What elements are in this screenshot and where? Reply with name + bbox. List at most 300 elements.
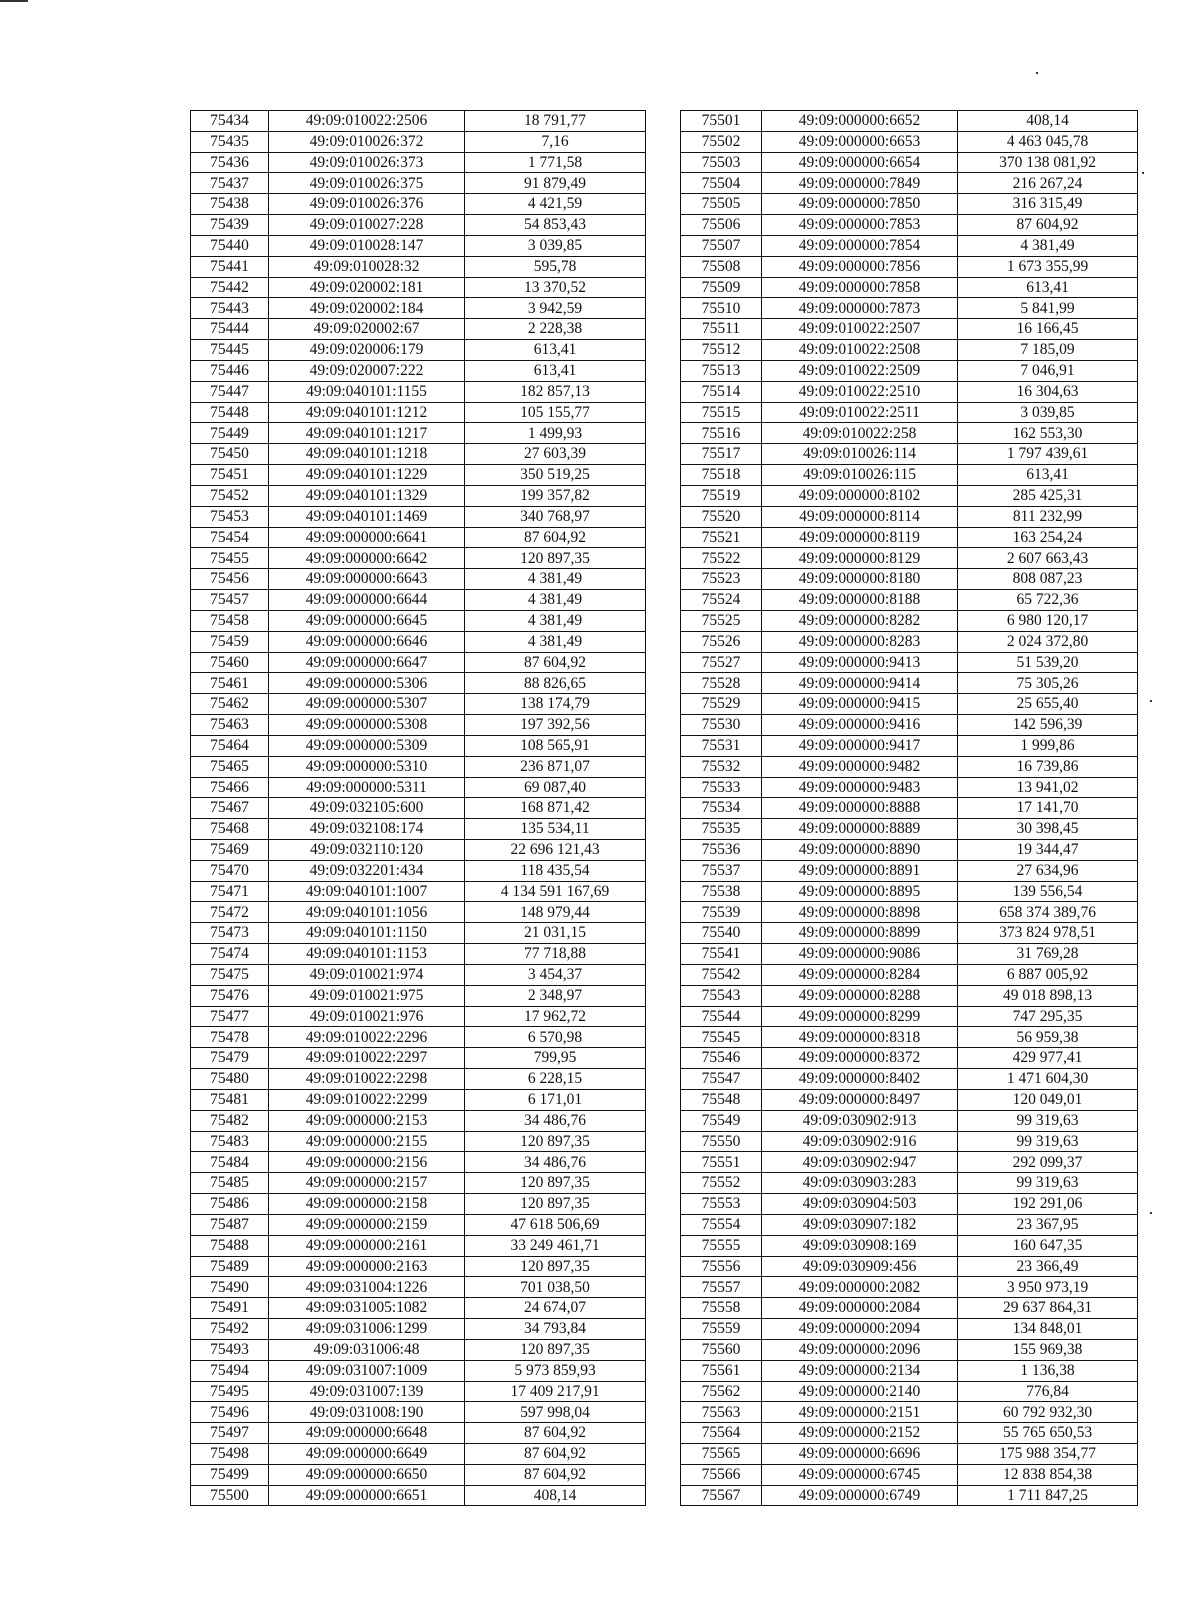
- row-number-cell: 75505: [681, 194, 762, 215]
- amount-cell: 747 295,35: [958, 1006, 1138, 1027]
- row-number-cell: 75508: [681, 256, 762, 277]
- row-number-cell: 75549: [681, 1110, 762, 1131]
- row-number-cell: 75469: [191, 839, 269, 860]
- cadastral-number-cell: 49:09:000000:9086: [762, 944, 958, 965]
- cadastral-number-cell: 49:09:000000:8895: [762, 881, 958, 902]
- amount-cell: 1 673 355,99: [958, 256, 1138, 277]
- cadastral-number-cell: 49:09:000000:2159: [269, 1214, 465, 1235]
- amount-cell: 55 765 650,53: [958, 1423, 1138, 1444]
- table-row: [191, 902, 646, 923]
- cadastral-number-cell: 49:09:010022:2508: [762, 340, 958, 361]
- table-row: [191, 1402, 646, 1423]
- row-number-cell: 75506: [681, 215, 762, 236]
- row-number-cell: 75459: [191, 631, 269, 652]
- amount-cell: 23 367,95: [958, 1214, 1138, 1235]
- amount-cell: 87 604,92: [465, 652, 646, 673]
- row-number-cell: 75475: [191, 964, 269, 985]
- row-number-cell: 75530: [681, 715, 762, 736]
- table-row: [191, 1464, 646, 1485]
- cadastral-number-cell: 49:09:000000:2157: [269, 1173, 465, 1194]
- table-row: [191, 1235, 646, 1256]
- cadastral-number-cell: 49:09:000000:9483: [762, 777, 958, 798]
- table-row: [191, 1339, 646, 1360]
- amount-cell: 1 471 604,30: [958, 1069, 1138, 1090]
- row-number-cell: 75484: [191, 1152, 269, 1173]
- row-number-cell: 75534: [681, 798, 762, 819]
- amount-cell: 168 871,42: [465, 798, 646, 819]
- cadastral-number-cell: 49:09:000000:6648: [269, 1423, 465, 1444]
- row-number-cell: 75526: [681, 631, 762, 652]
- row-number-cell: 75523: [681, 569, 762, 590]
- cadastral-number-cell: 49:09:030909:456: [762, 1256, 958, 1277]
- amount-cell: 182 857,13: [465, 381, 646, 402]
- row-number-cell: 75456: [191, 569, 269, 590]
- row-number-cell: 75486: [191, 1194, 269, 1215]
- cadastral-number-cell: 49:09:010022:2511: [762, 402, 958, 423]
- cadastral-number-cell: 49:09:000000:8318: [762, 1027, 958, 1048]
- row-number-cell: 75543: [681, 985, 762, 1006]
- table-row: [681, 652, 1138, 673]
- cadastral-number-cell: 49:09:000000:6641: [269, 527, 465, 548]
- amount-cell: 7,16: [465, 131, 646, 152]
- amount-cell: 1 999,86: [958, 735, 1138, 756]
- table-row: [191, 465, 646, 486]
- amount-cell: 7 046,91: [958, 360, 1138, 381]
- amount-cell: 350 519,25: [465, 465, 646, 486]
- table-row: [191, 1173, 646, 1194]
- amount-cell: 34 486,76: [465, 1110, 646, 1131]
- row-number-cell: 75562: [681, 1381, 762, 1402]
- amount-cell: 139 556,54: [958, 881, 1138, 902]
- cadastral-number-cell: 49:09:000000:5309: [269, 735, 465, 756]
- amount-cell: 120 897,35: [465, 1131, 646, 1152]
- row-number-cell: 75529: [681, 694, 762, 715]
- row-number-cell: 75519: [681, 485, 762, 506]
- table-row: [681, 340, 1138, 361]
- cadastral-number-cell: 49:09:040101:1218: [269, 444, 465, 465]
- amount-cell: 13 370,52: [465, 277, 646, 298]
- row-number-cell: 75511: [681, 319, 762, 340]
- row-number-cell: 75450: [191, 444, 269, 465]
- amount-cell: 197 392,56: [465, 715, 646, 736]
- row-number-cell: 75481: [191, 1089, 269, 1110]
- amount-cell: 701 038,50: [465, 1277, 646, 1298]
- amount-cell: 370 138 081,92: [958, 152, 1138, 173]
- row-number-cell: 75488: [191, 1235, 269, 1256]
- cadastral-number-cell: 49:09:000000:5311: [269, 777, 465, 798]
- table-row: [681, 194, 1138, 215]
- table-row: [681, 798, 1138, 819]
- table-row: [681, 944, 1138, 965]
- cadastral-number-cell: 49:09:000000:8497: [762, 1089, 958, 1110]
- amount-cell: 5 841,99: [958, 298, 1138, 319]
- row-number-cell: 75542: [681, 964, 762, 985]
- table-row: [191, 1485, 646, 1506]
- row-number-cell: 75564: [681, 1423, 762, 1444]
- amount-cell: 77 718,88: [465, 944, 646, 965]
- amount-cell: 13 941,02: [958, 777, 1138, 798]
- amount-cell: 1 499,93: [465, 423, 646, 444]
- row-number-cell: 75443: [191, 298, 269, 319]
- row-number-cell: 75557: [681, 1277, 762, 1298]
- amount-cell: 120 897,35: [465, 548, 646, 569]
- table-row: [191, 1027, 646, 1048]
- amount-cell: 4 463 045,78: [958, 131, 1138, 152]
- table-row: [191, 1152, 646, 1173]
- row-number-cell: 75527: [681, 652, 762, 673]
- amount-cell: 138 174,79: [465, 694, 646, 715]
- amount-cell: 134 848,01: [958, 1319, 1138, 1340]
- amount-cell: 6 171,01: [465, 1089, 646, 1110]
- row-number-cell: 75566: [681, 1464, 762, 1485]
- amount-cell: 2 024 372,80: [958, 631, 1138, 652]
- amount-cell: 69 087,40: [465, 777, 646, 798]
- row-number-cell: 75472: [191, 902, 269, 923]
- cadastral-number-cell: 49:09:010022:2297: [269, 1048, 465, 1069]
- cadastral-number-cell: 49:09:000000:6650: [269, 1464, 465, 1485]
- cadastral-number-cell: 49:09:000000:8899: [762, 923, 958, 944]
- amount-cell: 811 232,99: [958, 506, 1138, 527]
- scan-speck: [1150, 700, 1152, 702]
- row-number-cell: 75444: [191, 319, 269, 340]
- amount-cell: 120 897,35: [465, 1339, 646, 1360]
- row-number-cell: 75517: [681, 444, 762, 465]
- row-number-cell: 75434: [191, 111, 269, 132]
- amount-cell: 4 381,49: [465, 569, 646, 590]
- cadastral-number-cell: 49:09:040101:1329: [269, 485, 465, 506]
- row-number-cell: 75435: [191, 131, 269, 152]
- table-row: [191, 694, 646, 715]
- amount-cell: 120 897,35: [465, 1173, 646, 1194]
- table-row: [191, 923, 646, 944]
- table-row: [681, 277, 1138, 298]
- row-number-cell: 75509: [681, 277, 762, 298]
- table-row: [191, 652, 646, 673]
- amount-cell: 285 425,31: [958, 485, 1138, 506]
- amount-cell: 88 826,65: [465, 673, 646, 694]
- row-number-cell: 75512: [681, 340, 762, 361]
- amount-cell: 105 155,77: [465, 402, 646, 423]
- amount-cell: 27 634,96: [958, 860, 1138, 881]
- amount-cell: 292 099,37: [958, 1152, 1138, 1173]
- amount-cell: 99 319,63: [958, 1173, 1138, 1194]
- table-row: [191, 256, 646, 277]
- cadastral-number-cell: 49:09:040101:1150: [269, 923, 465, 944]
- table-row: [681, 1464, 1138, 1485]
- cadastral-number-cell: 49:09:000000:8119: [762, 527, 958, 548]
- row-number-cell: 75441: [191, 256, 269, 277]
- row-number-cell: 75483: [191, 1131, 269, 1152]
- cadastral-number-cell: 49:09:000000:8891: [762, 860, 958, 881]
- cadastral-number-cell: 49:09:000000:8288: [762, 985, 958, 1006]
- cadastral-number-cell: 49:09:000000:8129: [762, 548, 958, 569]
- row-number-cell: 75533: [681, 777, 762, 798]
- amount-cell: 4 381,49: [465, 631, 646, 652]
- amount-cell: 6 228,15: [465, 1069, 646, 1090]
- amount-cell: 2 228,38: [465, 319, 646, 340]
- row-number-cell: 75455: [191, 548, 269, 569]
- amount-cell: 340 768,97: [465, 506, 646, 527]
- amount-cell: 56 959,38: [958, 1027, 1138, 1048]
- table-row: [191, 194, 646, 215]
- cadastral-number-cell: 49:09:020007:222: [269, 360, 465, 381]
- table-row: [681, 1110, 1138, 1131]
- table-row: [191, 735, 646, 756]
- scan-speck: [1036, 72, 1038, 74]
- cadastral-number-cell: 49:09:000000:7849: [762, 173, 958, 194]
- amount-cell: 30 398,45: [958, 819, 1138, 840]
- table-row: [191, 506, 646, 527]
- table-row: [681, 1152, 1138, 1173]
- row-number-cell: 75442: [191, 277, 269, 298]
- cadastral-number-cell: 49:09:000000:6654: [762, 152, 958, 173]
- cadastral-number-cell: 49:09:020002:67: [269, 319, 465, 340]
- amount-cell: 199 357,82: [465, 485, 646, 506]
- cadastral-number-cell: 49:09:000000:7850: [762, 194, 958, 215]
- amount-cell: 17 409 217,91: [465, 1381, 646, 1402]
- row-number-cell: 75470: [191, 860, 269, 881]
- table-row: [191, 1319, 646, 1340]
- cadastral-number-cell: 49:09:030902:913: [762, 1110, 958, 1131]
- cadastral-number-cell: 49:09:040101:1007: [269, 881, 465, 902]
- table-row: [191, 819, 646, 840]
- row-number-cell: 75515: [681, 402, 762, 423]
- table-row: [191, 1214, 646, 1235]
- amount-cell: 373 824 978,51: [958, 923, 1138, 944]
- cadastral-number-cell: 49:09:000000:8284: [762, 964, 958, 985]
- table-row: [681, 1423, 1138, 1444]
- amount-cell: 21 031,15: [465, 923, 646, 944]
- amount-cell: 91 879,49: [465, 173, 646, 194]
- row-number-cell: 75438: [191, 194, 269, 215]
- row-number-cell: 75461: [191, 673, 269, 694]
- row-number-cell: 75535: [681, 819, 762, 840]
- cadastral-number-cell: 49:09:031008:190: [269, 1402, 465, 1423]
- cadastral-number-cell: 49:09:000000:7873: [762, 298, 958, 319]
- table-row: [681, 1277, 1138, 1298]
- amount-cell: 6 980 120,17: [958, 610, 1138, 631]
- table-row: [681, 756, 1138, 777]
- cadastral-number-cell: 49:09:000000:8188: [762, 590, 958, 611]
- table-row: [681, 298, 1138, 319]
- amount-cell: 408,14: [958, 111, 1138, 132]
- amount-cell: 4 381,49: [465, 610, 646, 631]
- amount-cell: 316 315,49: [958, 194, 1138, 215]
- table-row: [681, 1214, 1138, 1235]
- table-row: [681, 360, 1138, 381]
- table-row: [681, 569, 1138, 590]
- row-number-cell: 75556: [681, 1256, 762, 1277]
- row-number-cell: 75555: [681, 1235, 762, 1256]
- cadastral-number-cell: 49:09:010022:2299: [269, 1089, 465, 1110]
- row-number-cell: 75487: [191, 1214, 269, 1235]
- row-number-cell: 75554: [681, 1214, 762, 1235]
- cadastral-number-cell: 49:09:010026:372: [269, 131, 465, 152]
- table-row: [191, 173, 646, 194]
- row-number-cell: 75482: [191, 1110, 269, 1131]
- table-row: [681, 1444, 1138, 1465]
- table-row: [681, 1006, 1138, 1027]
- cadastral-number-cell: 49:09:000000:2155: [269, 1131, 465, 1152]
- row-number-cell: 75497: [191, 1423, 269, 1444]
- cadastral-number-cell: 49:09:000000:8889: [762, 819, 958, 840]
- row-number-cell: 75541: [681, 944, 762, 965]
- row-number-cell: 75516: [681, 423, 762, 444]
- cadastral-number-cell: 49:09:000000:8888: [762, 798, 958, 819]
- table-row: [191, 881, 646, 902]
- table-row: [191, 944, 646, 965]
- table-row: [191, 1277, 646, 1298]
- amount-cell: 87 604,92: [465, 1464, 646, 1485]
- cadastral-number-cell: 49:09:010026:114: [762, 444, 958, 465]
- row-number-cell: 75447: [191, 381, 269, 402]
- row-number-cell: 75473: [191, 923, 269, 944]
- table-row: [191, 1131, 646, 1152]
- cadastral-number-cell: 49:09:040101:1469: [269, 506, 465, 527]
- row-number-cell: 75480: [191, 1069, 269, 1090]
- cadastral-number-cell: 49:09:000000:6652: [762, 111, 958, 132]
- cadastral-number-cell: 49:09:040101:1056: [269, 902, 465, 923]
- row-number-cell: 75485: [191, 1173, 269, 1194]
- amount-cell: 87 604,92: [465, 1423, 646, 1444]
- amount-cell: 120 049,01: [958, 1089, 1138, 1110]
- row-number-cell: 75518: [681, 465, 762, 486]
- table-row: [191, 1444, 646, 1465]
- row-number-cell: 75551: [681, 1152, 762, 1173]
- cadastral-number-cell: 49:09:000000:2096: [762, 1339, 958, 1360]
- table-row: [681, 819, 1138, 840]
- table-row: [681, 735, 1138, 756]
- cadastral-number-cell: 49:09:000000:6745: [762, 1464, 958, 1485]
- row-number-cell: 75560: [681, 1339, 762, 1360]
- amount-cell: 4 381,49: [465, 590, 646, 611]
- cadastral-number-cell: 49:09:031006:48: [269, 1339, 465, 1360]
- amount-cell: 216 267,24: [958, 173, 1138, 194]
- table-row: [191, 215, 646, 236]
- cadastral-number-cell: 49:09:030908:169: [762, 1235, 958, 1256]
- cadastral-number-cell: 49:09:000000:8898: [762, 902, 958, 923]
- amount-cell: 142 596,39: [958, 715, 1138, 736]
- cadastral-number-cell: 49:09:010026:373: [269, 152, 465, 173]
- cadastral-number-cell: 49:09:030903:283: [762, 1173, 958, 1194]
- row-number-cell: 75466: [191, 777, 269, 798]
- cadastral-number-cell: 49:09:000000:6653: [762, 131, 958, 152]
- table-row: [191, 839, 646, 860]
- cadastral-number-cell: 49:09:030907:182: [762, 1214, 958, 1235]
- table-row: [681, 1256, 1138, 1277]
- table-row: [681, 485, 1138, 506]
- table-row: [191, 569, 646, 590]
- cadastral-number-cell: 49:09:010022:2506: [269, 111, 465, 132]
- table-row: [681, 1173, 1138, 1194]
- cadastral-number-cell: 49:09:010027:228: [269, 215, 465, 236]
- cadastral-number-cell: 49:09:020002:184: [269, 298, 465, 319]
- table-row: [191, 1006, 646, 1027]
- row-number-cell: 75437: [191, 173, 269, 194]
- row-number-cell: 75454: [191, 527, 269, 548]
- cadastral-number-cell: 49:09:020002:181: [269, 277, 465, 298]
- table-row: [681, 985, 1138, 1006]
- table-row: [191, 340, 646, 361]
- cadastral-number-cell: 49:09:010022:2509: [762, 360, 958, 381]
- cadastral-number-cell: 49:09:010022:258: [762, 423, 958, 444]
- cadastral-number-cell: 49:09:030902:947: [762, 1152, 958, 1173]
- table-row: [681, 423, 1138, 444]
- row-number-cell: 75540: [681, 923, 762, 944]
- cadastral-number-cell: 49:09:010021:975: [269, 985, 465, 1006]
- table-row: [191, 631, 646, 652]
- table-row: [191, 527, 646, 548]
- amount-cell: 19 344,47: [958, 839, 1138, 860]
- row-number-cell: 75536: [681, 839, 762, 860]
- amount-cell: 597 998,04: [465, 1402, 646, 1423]
- cadastral-number-cell: 49:09:040101:1229: [269, 465, 465, 486]
- amount-cell: 27 603,39: [465, 444, 646, 465]
- row-number-cell: 75559: [681, 1319, 762, 1340]
- table-row: [681, 152, 1138, 173]
- table-row: [681, 839, 1138, 860]
- cadastral-number-cell: 49:09:000000:9417: [762, 735, 958, 756]
- amount-cell: 118 435,54: [465, 860, 646, 881]
- amount-cell: 160 647,35: [958, 1235, 1138, 1256]
- amount-cell: 2 348,97: [465, 985, 646, 1006]
- row-number-cell: 75538: [681, 881, 762, 902]
- cadastral-number-cell: 49:09:031005:1082: [269, 1298, 465, 1319]
- row-number-cell: 75468: [191, 819, 269, 840]
- table-row: [681, 1048, 1138, 1069]
- row-number-cell: 75547: [681, 1069, 762, 1090]
- amount-cell: 163 254,24: [958, 527, 1138, 548]
- amount-cell: 3 039,85: [958, 402, 1138, 423]
- row-number-cell: 75507: [681, 235, 762, 256]
- row-number-cell: 75558: [681, 1298, 762, 1319]
- table-row: [681, 1360, 1138, 1381]
- table-row: [191, 131, 646, 152]
- row-number-cell: 75552: [681, 1173, 762, 1194]
- row-number-cell: 75478: [191, 1027, 269, 1048]
- amount-cell: 29 637 864,31: [958, 1298, 1138, 1319]
- amount-cell: 613,41: [958, 465, 1138, 486]
- amount-cell: 658 374 389,76: [958, 902, 1138, 923]
- amount-cell: 808 087,23: [958, 569, 1138, 590]
- row-number-cell: 75453: [191, 506, 269, 527]
- amount-cell: 1 771,58: [465, 152, 646, 173]
- cadastral-number-cell: 49:09:000000:8890: [762, 839, 958, 860]
- cadastral-number-cell: 49:09:000000:9482: [762, 756, 958, 777]
- amount-cell: 51 539,20: [958, 652, 1138, 673]
- amount-cell: 17 141,70: [958, 798, 1138, 819]
- scan-line-mark: [0, 0, 28, 2]
- amount-cell: 776,84: [958, 1381, 1138, 1402]
- cadastral-number-cell: 49:09:000000:5306: [269, 673, 465, 694]
- cadastral-number-cell: 49:09:032201:434: [269, 860, 465, 881]
- table-row: [681, 673, 1138, 694]
- cadastral-number-cell: 49:09:000000:6696: [762, 1444, 958, 1465]
- cadastral-number-cell: 49:09:010022:2507: [762, 319, 958, 340]
- table-row: [191, 485, 646, 506]
- row-number-cell: 75448: [191, 402, 269, 423]
- cadastral-number-cell: 49:09:031007:1009: [269, 1360, 465, 1381]
- amount-cell: 613,41: [465, 340, 646, 361]
- table-row: [681, 881, 1138, 902]
- row-number-cell: 75514: [681, 381, 762, 402]
- table-row: [681, 631, 1138, 652]
- row-number-cell: 75439: [191, 215, 269, 236]
- table-row: [681, 1069, 1138, 1090]
- cadastral-number-cell: 49:09:000000:2161: [269, 1235, 465, 1256]
- cadastral-number-cell: 49:09:000000:8402: [762, 1069, 958, 1090]
- table-row: [681, 527, 1138, 548]
